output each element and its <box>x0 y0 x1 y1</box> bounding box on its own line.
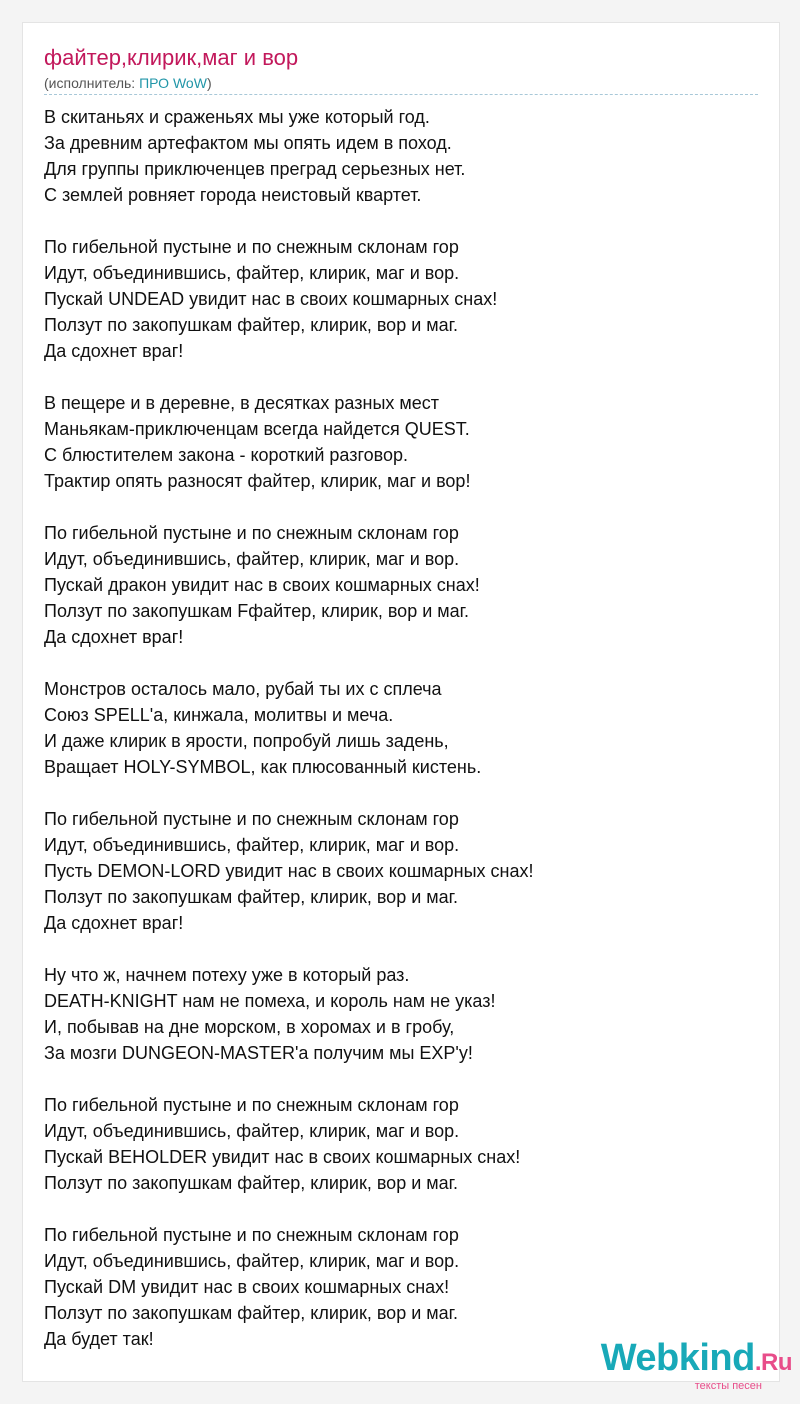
lyric-line: Для группы приключенцев преград серьезных нет. <box>44 159 466 179</box>
lyric-line: Пускай дракон увидит нас в своих кошмарных снах! <box>44 575 480 595</box>
lyric-line: По гибельной пустыне и по снежным склонам гор <box>44 237 459 257</box>
lyric-line: Идут, объединившись, файтер, клирик, маг и вор. <box>44 835 460 855</box>
lyrics-card <box>22 22 780 1382</box>
lyric-line: Идут, объединившись, файтер, клирик, маг и вор. <box>44 263 460 283</box>
artist-suffix: ) <box>206 75 212 91</box>
lyrics-text <box>44 104 764 1352</box>
stanza <box>44 1222 764 1352</box>
stanza <box>44 234 764 364</box>
lyric-line: Да сдохнет враг! <box>44 341 184 361</box>
lyric-line: Пускай DM увидит нас в своих кошмарных снах! <box>44 1277 450 1297</box>
site-logo[interactable] <box>601 1339 792 1392</box>
lyric-line: В скитаньях и сраженьях мы уже который год. <box>44 107 430 127</box>
lyric-line: С блюстителем закона - короткий разговор. <box>44 445 409 465</box>
lyric-line: Маньякам-приключенцам всегда найдется QUEST. <box>44 419 470 439</box>
artist-line <box>44 75 212 91</box>
lyric-line: По гибельной пустыне и по снежным склонам гор <box>44 1225 459 1245</box>
lyric-line: Идут, объединившись, файтер, клирик, маг и вор. <box>44 549 460 569</box>
lyric-line: Ползут по закопушкам файтер, клирик, вор и маг. <box>44 315 459 335</box>
divider <box>44 94 758 95</box>
lyric-line: По гибельной пустыне и по снежным склонам гор <box>44 1095 459 1115</box>
artist-prefix: (исполнитель: <box>44 75 140 91</box>
lyric-line: Идут, объединившись, файтер, клирик, маг и вор. <box>44 1251 460 1271</box>
lyric-line: Союз SPELL'а, кинжала, молитвы и меча. <box>44 705 394 725</box>
lyric-line: Пускай BEHOLDER увидит нас в своих кошмарных снах! <box>44 1147 521 1167</box>
lyric-line: Ну что ж, начнем потеху уже в который раз. <box>44 965 410 985</box>
artist-link[interactable]: ПРО WoW <box>139 75 207 91</box>
stanza <box>44 390 764 494</box>
logo-tld: .Ru <box>754 1349 792 1376</box>
stanza <box>44 520 764 650</box>
stanza <box>44 676 764 780</box>
lyric-line: За древним артефактом мы опять идем в поход. <box>44 133 452 153</box>
lyric-line: И, побывав на дне морском, в хоромах и в гробу, <box>44 1017 455 1037</box>
lyric-line: Да сдохнет враг! <box>44 627 184 647</box>
lyric-line: Идут, объединившись, файтер, клирик, маг и вор. <box>44 1121 460 1141</box>
lyric-line: DEATH-KNIGHT нам не помеха, и король нам не указ! <box>44 991 496 1011</box>
lyric-line: Да будет так! <box>44 1329 154 1349</box>
lyric-line: Ползут по закопушкам файтер, клирик, вор и маг. <box>44 1173 459 1193</box>
lyric-line: Да сдохнет враг! <box>44 913 184 933</box>
stanza <box>44 104 764 208</box>
lyric-line: Трактир опять разносят файтер, клирик, маг и вор! <box>44 471 471 491</box>
stanza <box>44 806 764 936</box>
logo-wordmark <box>601 1339 792 1382</box>
lyric-line: За мозги DUNGEON-MASTER'а получим мы EXP'у! <box>44 1043 473 1063</box>
lyric-line: С землей ровняет города неистовый квартет. <box>44 185 422 205</box>
lyric-line: Монстров осталось мало, рубай ты их с сплеча <box>44 679 442 699</box>
lyric-line: И даже клирик в ярости, попробуй лишь задень, <box>44 731 449 751</box>
stanza <box>44 1092 764 1196</box>
song-title: файтер,клирик,маг и вор <box>44 45 299 70</box>
lyric-line: По гибельной пустыне и по снежным склонам гор <box>44 523 459 543</box>
lyric-line: По гибельной пустыне и по снежным склонам гор <box>44 809 459 829</box>
lyric-line: Вращает HOLY-SYMBOL, как плюсованный кистень. <box>44 757 482 777</box>
logo-tagline: тексты песен <box>694 1380 762 1392</box>
lyric-line: Ползут по закопушкам файтер, клирик, вор и маг. <box>44 1303 459 1323</box>
stanza <box>44 962 764 1066</box>
lyric-line: Пусть DEMON-LORD увидит нас в своих кошмарных снах! <box>44 861 534 881</box>
lyric-line: Ползут по закопушкам файтер, клирик, вор и маг. <box>44 887 459 907</box>
lyric-line: Пускай UNDEAD увидит нас в своих кошмарных снах! <box>44 289 498 309</box>
lyric-line: В пещере и в деревне, в десятках разных мест <box>44 393 440 413</box>
lyric-line: Ползут по закопушкам Fфайтер, клирик, вор и маг. <box>44 601 470 621</box>
logo-name: Webkind <box>600 1337 755 1379</box>
